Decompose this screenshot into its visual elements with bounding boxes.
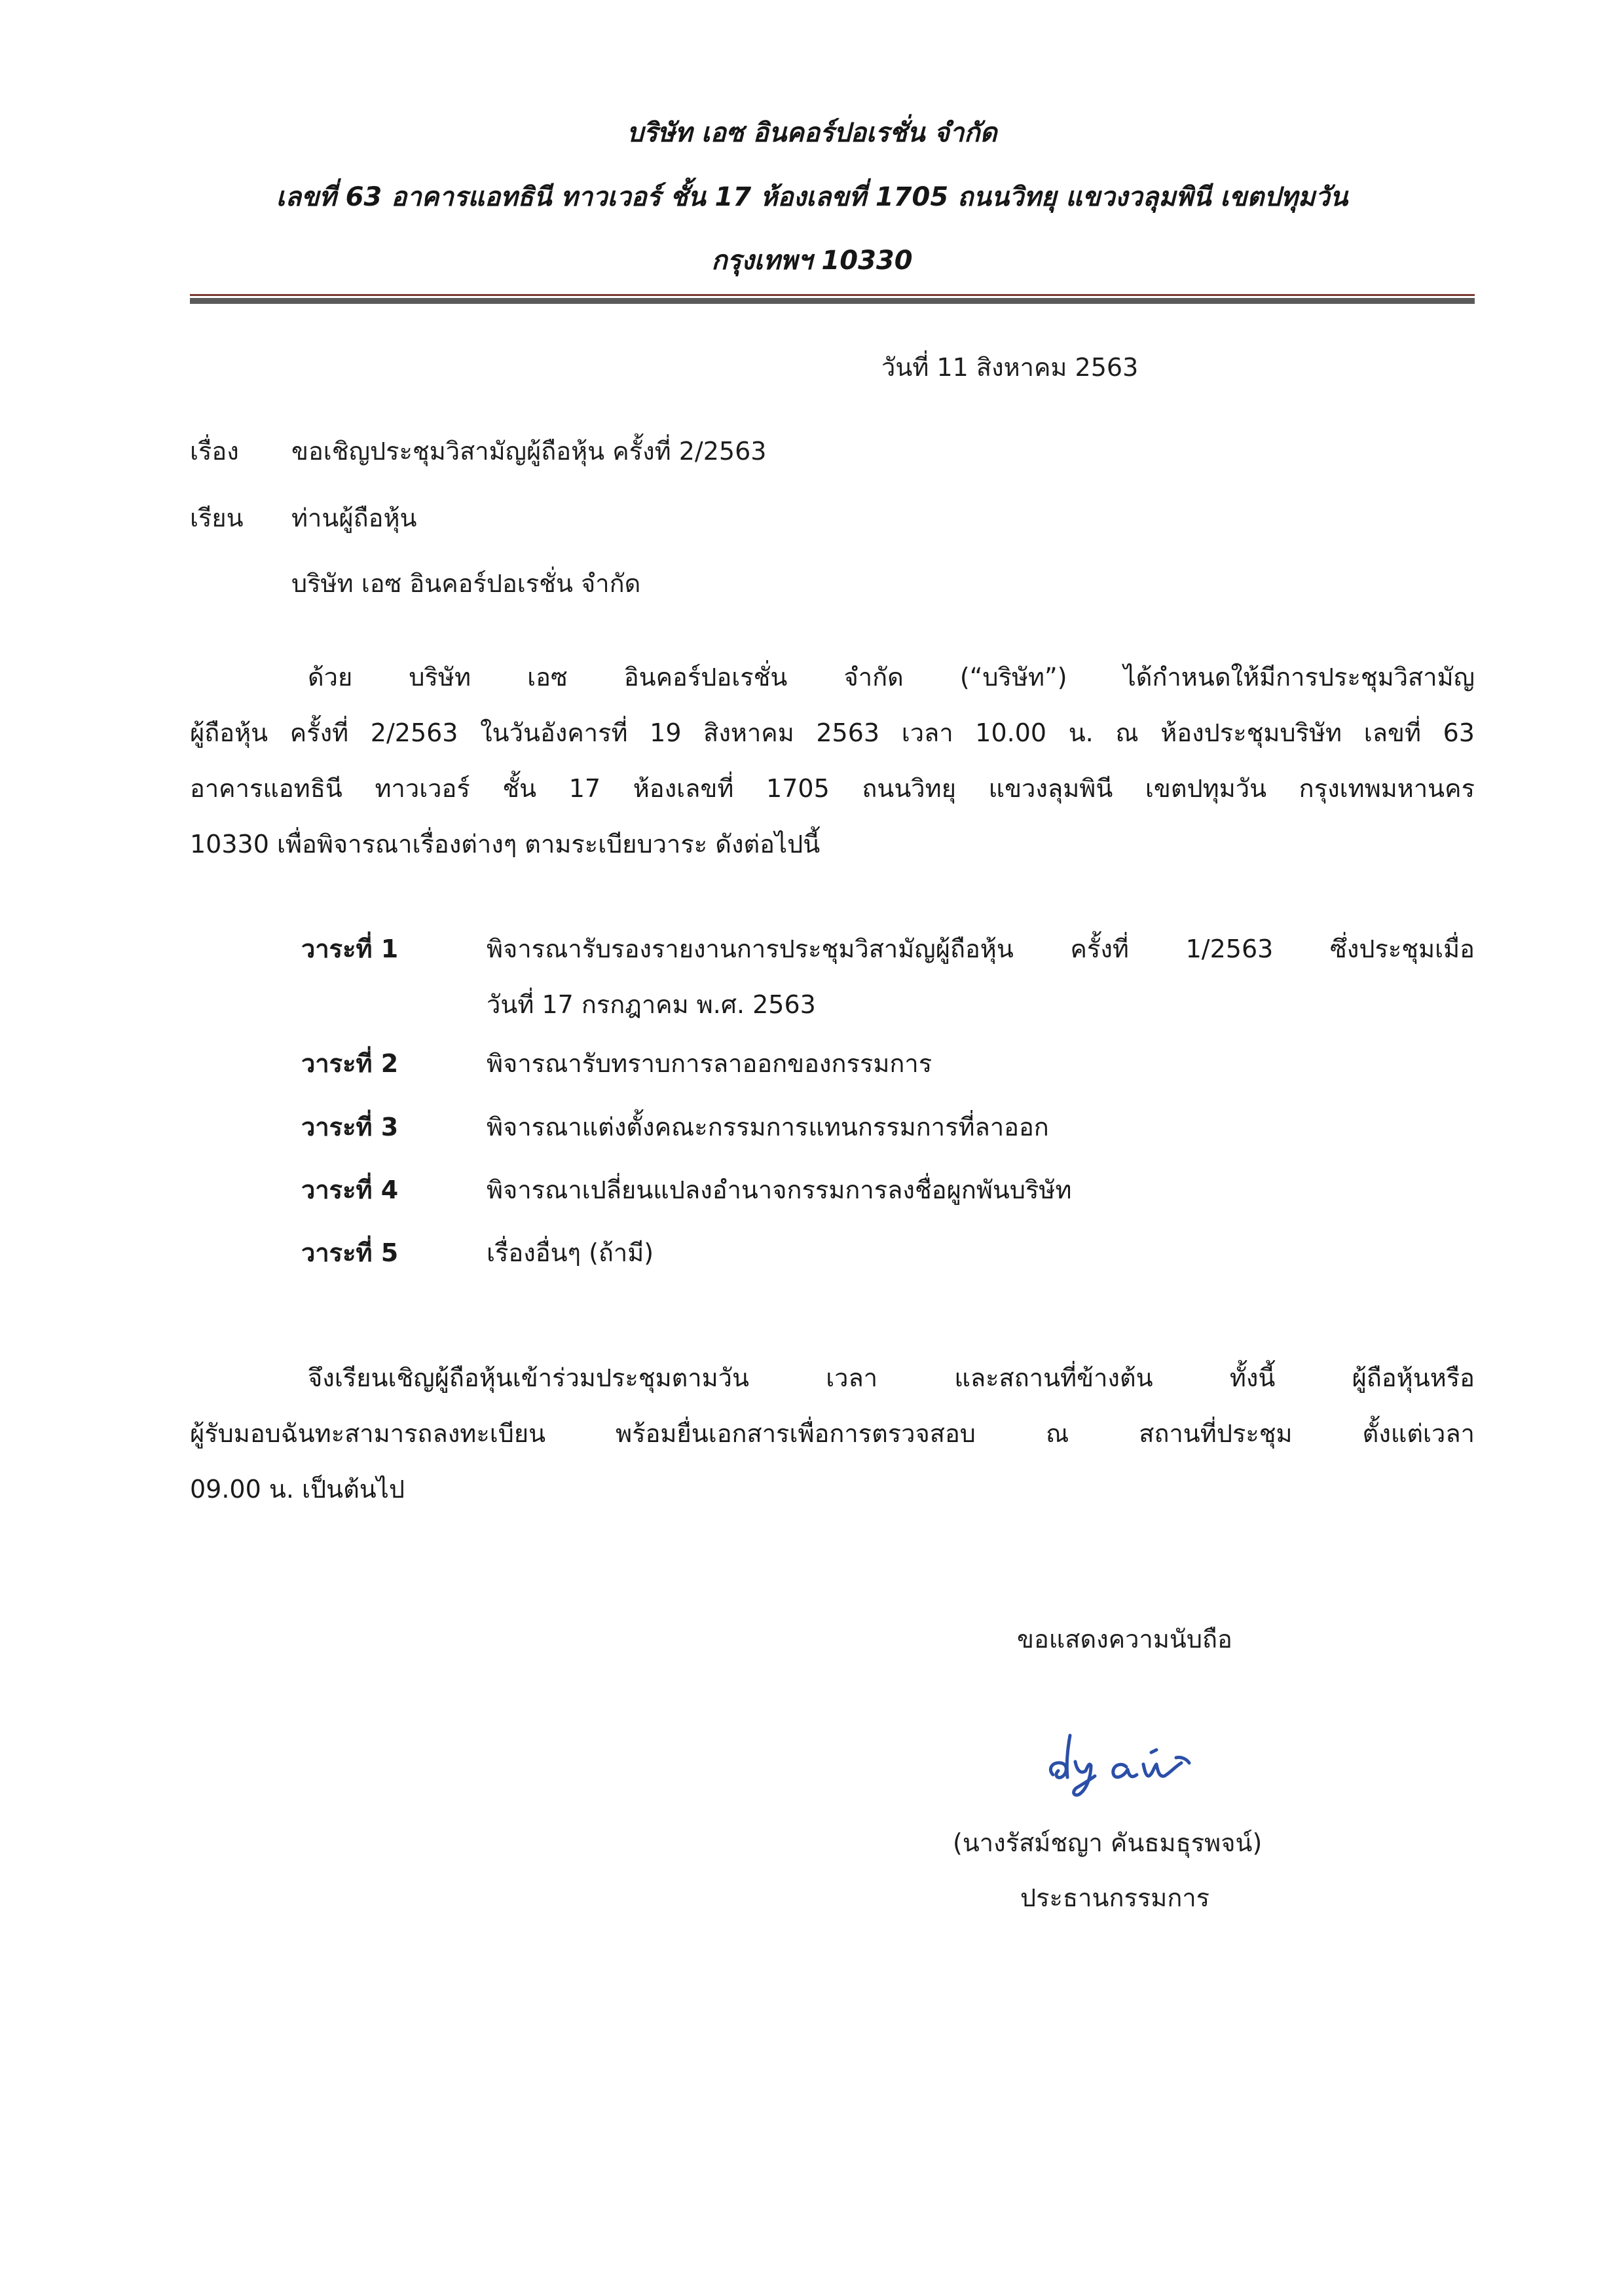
regards-text: ขอแสดงความนับถือ — [1017, 1625, 1232, 1654]
agenda-4-label: วาระที่ 4 — [301, 1176, 399, 1204]
company-address-line1: เลขที่ 63 อาคารแอทธินี ทาวเวอร์ ชั้น 17 ห้องเลขที่ 1705 ถนนวิทยุ แขวงวลุมพินี เขตปทุมวัน — [276, 182, 1348, 212]
handwritten-signature — [1041, 1724, 1264, 1802]
intro-line-1: ด้วย บริษัท เอซ อินคอร์ปอเรชั่น จำกัด (“บริษัท”) ได้กำหนดให้มีการประชุมวิสามัญ — [308, 663, 1475, 692]
agenda-1-line1: พิจารณารับรองรายงานการประชุมวิสามัญผู้ถือหุ้น ครั้งที่ 1/2563 ซึ่งประชุมเมื่อ — [487, 935, 1475, 963]
recipient-line1: ท่านผู้ถือหุ้น — [291, 504, 417, 532]
subject-label: เรื่อง — [190, 437, 239, 466]
agenda-1-label: วาระที่ 1 — [301, 935, 399, 963]
intro-line-3: อาคารแอทธินี ทาวเวอร์ ชั้น 17 ห้องเลขที่ 1705 ถนนวิทยุ แขวงลุมพินี เขตปทุมวัน กรุงเทพมหานคร — [190, 774, 1475, 803]
agenda-2-line1: พิจารณารับทราบการลาออกของกรรมการ — [487, 1049, 932, 1078]
recipient-line2: บริษัท เอซ อินคอร์ปอเรชั่น จำกัด — [291, 569, 641, 598]
subject-text: ขอเชิญประชุมวิสามัญผู้ถือหุ้น ครั้งที่ 2/2563 — [291, 437, 767, 466]
closing-line-3: 09.00 น. เป็นต้นไป — [190, 1475, 405, 1504]
closing-line-2: ผู้รับมอบฉันทะสามารถลงทะเบียน พร้อมยื่นเอกสารเพื่อการตรวจสอบ ณ สถานที่ประชุม ตั้งแต่เวลา — [190, 1419, 1475, 1448]
closing-line-1: จึงเรียนเชิญผู้ถือหุ้นเข้าร่วมประชุมตามวัน เวลา และสถานที่ข้างต้น ทั้งนี้ ผู้ถือหุ้นหรือ — [308, 1363, 1475, 1392]
intro-line-4: 10330 เพื่อพิจารณาเรื่องต่างๆ ตามระเบียบวาระ ดังต่อไปนี้ — [190, 830, 821, 859]
agenda-5-label: วาระที่ 5 — [301, 1238, 399, 1267]
divider-thick-line — [190, 298, 1475, 304]
intro-line-2: ผู้ถือหุ้น ครั้งที่ 2/2563 ในวันอังคารที่ 19 สิงหาคม 2563 เวลา 10.00 น. ณ ห้องประชุมบริษัท เลขที่ 63 — [190, 718, 1475, 747]
recipient-label: เรียน — [190, 504, 244, 532]
signatory-position: ประธานกรรมการ — [1020, 1883, 1210, 1912]
company-name: บริษัท เอซ อินคอร์ปอเรชั่น จำกัด — [627, 118, 997, 148]
signatory-name: (นางรัสม์ชญา คันธมธุรพจน์) — [953, 1828, 1263, 1857]
agenda-1-line2: วันที่ 17 กรกฎาคม พ.ศ. 2563 — [487, 990, 816, 1019]
agenda-5-line1: เรื่องอื่นๆ (ถ้ามี) — [487, 1238, 654, 1267]
agenda-4-line1: พิจารณาเปลี่ยนแปลงอำนาจกรรมการลงชื่อผูกพันบริษัท — [487, 1176, 1072, 1204]
divider-thin-line — [190, 294, 1475, 296]
agenda-3-label: วาระที่ 3 — [301, 1113, 399, 1141]
agenda-3-line1: พิจารณาแต่งตั้งคณะกรรมการแทนกรรมการที่ลาออก — [487, 1113, 1049, 1141]
letter-date: วันที่ 11 สิงหาคม 2563 — [881, 353, 1139, 382]
agenda-2-label: วาระที่ 2 — [301, 1049, 399, 1078]
company-address-line2: กรุงเทพฯ 10330 — [711, 246, 913, 276]
letterhead-divider — [190, 294, 1475, 304]
